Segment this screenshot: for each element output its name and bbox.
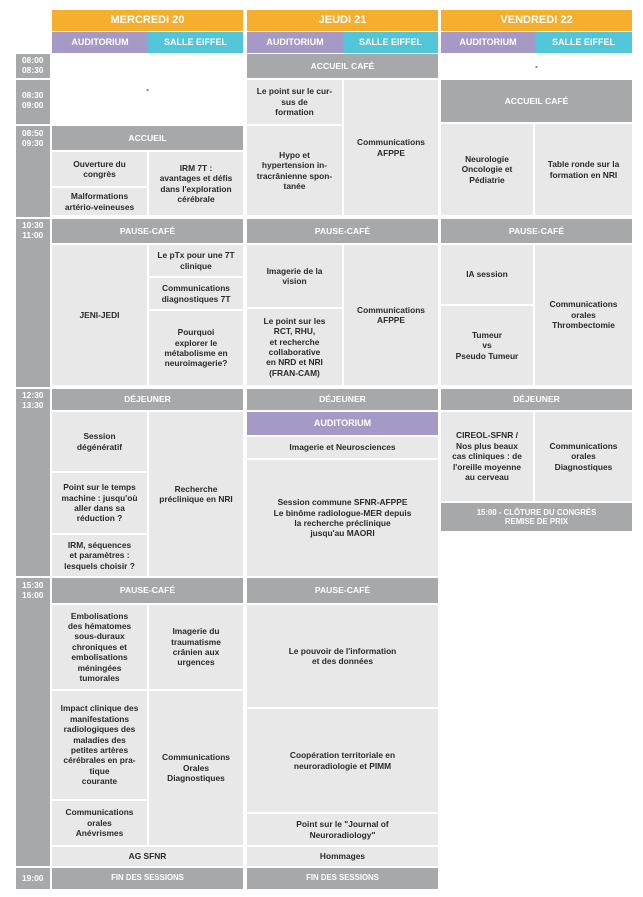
thu-session-commune: Session commune SFNR-AFPPE Le binôme radiologue-MER depuis la recherche préclinique jusqu'au MAORI xyxy=(247,460,438,576)
fri-table-ronde: Table ronde sur la formation en NRI xyxy=(535,124,632,215)
fri-tumeur: Tumeur vs Pseudo Tumeur xyxy=(441,306,533,385)
thu-cooperation: Coopération territoriale en neuroradiologie et PIMM xyxy=(247,709,438,812)
thu-accueil-cafe: ACCUEIL CAFÉ xyxy=(247,54,438,78)
time-1900: 19:00 xyxy=(16,868,50,889)
thu-journal: Point sur le "Journal of Neuroradiology" xyxy=(247,814,438,845)
thu-pouvoir-information: Le pouvoir de l'information et des données xyxy=(247,605,438,707)
wed-embolisations: Embolisations des hématomes sous-duraux chroniques et embolisations méningées tumorales xyxy=(52,605,147,689)
wed-comm-7t: Communications diagnostiques 7T xyxy=(149,278,243,309)
wed-malformations: Malformations artério-veineuses xyxy=(52,188,147,215)
day-header-friday: VENDREDI 22 xyxy=(441,10,632,31)
wed-impact-clinique: Impact clinique des manifestations radiologiques des maladies des petites artères cérébrales en pra- tique courante xyxy=(52,691,147,799)
wed-anevrismes: Communications orales Anévrismes xyxy=(52,801,147,845)
time-1530: 15:30 16:00 xyxy=(16,578,50,603)
room-auditorium-thu: AUDITORIUM xyxy=(247,32,343,53)
time-1230: 12:30 13:30 xyxy=(16,389,50,413)
time-column xyxy=(16,54,50,889)
fri-accueil-cafe: ACCUEIL CAFÉ xyxy=(441,80,632,122)
thu-vision: Imagerie de la vision xyxy=(247,245,342,307)
wed-recherche-preclinique: Recherche préclinique en NRI xyxy=(149,412,243,576)
room-auditorium-fri: AUDITORIUM xyxy=(441,32,535,53)
wed-accueil: ACCUEIL xyxy=(52,126,243,150)
room-eiffel-wed: SALLE EIFFEL xyxy=(148,32,243,53)
thu-auditorium-label: AUDITORIUM xyxy=(247,412,438,435)
thu-hypo-hypertension: Hypo et hypertension in- tracrânienne spon- tanée xyxy=(247,126,342,215)
wed-comm-orales-diag: Communications Orales Diagnostiques xyxy=(149,691,243,845)
time-1030: 10:30 11:00 xyxy=(16,219,50,243)
wed-ouverture: Ouverture du congrès xyxy=(52,152,147,186)
wed-jeni-jedi: JENI-JEDI xyxy=(52,245,147,385)
wed-irm-sequences: IRM, séquences et paramètres : lesquels choisir ? xyxy=(52,535,147,576)
room-eiffel-fri: SALLE EIFFEL xyxy=(535,32,632,53)
thu-pause-1: PAUSE-CAFÉ xyxy=(247,219,438,243)
thu-dejeuner: DÉJEUNER xyxy=(247,389,438,410)
wed-irm7t: IRM 7T : avantages et défis dans l'exploration cérébrale xyxy=(149,152,243,215)
thu-neurosciences: Imagerie et Neurosciences xyxy=(247,437,438,458)
thu-comm-afppe-2: Communications AFPPE xyxy=(344,245,438,385)
fri-dejeuner: DÉJEUNER xyxy=(441,389,632,410)
thu-rct: Le point sur les RCT, RHU, et recherche collaborative en NRD et NRI (FRAN-CAM) xyxy=(247,309,342,385)
fri-comm-diagnostiques: Communications orales Diagnostiques xyxy=(535,412,632,501)
wed-temps-machine: Point sur le temps machine : jusqu'où aller dans sa réduction ? xyxy=(52,473,147,533)
fri-empty-slot: - xyxy=(441,54,632,78)
thu-comm-afppe-1: Communications AFPPE xyxy=(344,80,438,215)
wed-session-degeneratif: Session dégénératif xyxy=(52,412,147,471)
fri-cireol: CIREOL-SFNR / Nos plus beaux cas cliniques : de l'oreille moyenne au cerveau xyxy=(441,412,533,501)
wed-pause-2: PAUSE-CAFÉ xyxy=(52,578,243,603)
thu-fin-sessions: FIN DES SESSIONS xyxy=(247,868,438,889)
time-0850: 08:50 09:30 xyxy=(16,126,50,152)
day-header-thursday: JEUDI 21 xyxy=(247,10,438,31)
fri-pause-1: PAUSE-CAFÉ xyxy=(441,219,632,243)
fri-thrombectomie: Communications orales Thrombectomie xyxy=(535,245,632,385)
thu-cursus: Le point sur le cur- sus de formation xyxy=(247,80,342,124)
wed-pourquoi: Pourquoi explorer le métabolisme en neuroimagerie? xyxy=(149,311,243,385)
fri-cloture: 15:00 - CLÔTURE DU CONGRÈS REMISE DE PRIX xyxy=(441,503,632,531)
wed-dejeuner: DÉJEUNER xyxy=(52,389,243,410)
wed-empty-slot: - xyxy=(52,54,243,124)
day-header-wednesday: MERCREDI 20 xyxy=(52,10,243,31)
time-0830: 08:30 09:00 xyxy=(16,86,50,116)
room-auditorium-wed: AUDITORIUM xyxy=(52,32,148,53)
fri-ia-session: IA session xyxy=(441,245,533,304)
wed-pause-1: PAUSE-CAFÉ xyxy=(52,219,243,243)
room-eiffel-thu: SALLE EIFFEL xyxy=(343,32,438,53)
thu-pause-2: PAUSE-CAFÉ xyxy=(247,578,438,603)
wed-imagerie-trauma: Imagerie du traumatisme crânien aux urgences xyxy=(149,605,243,689)
fri-neurologie: Neurologie Oncologie et Pédiatrie xyxy=(441,124,533,215)
wed-ag-sfnr: AG SFNR xyxy=(52,847,243,866)
thu-hommages: Hommages xyxy=(247,847,438,866)
time-0800: 08:00 08:30 xyxy=(16,54,50,78)
wed-ptx: Le pTx pour une 7T clinique xyxy=(149,245,243,276)
wed-fin-sessions: FIN DES SESSIONS xyxy=(52,868,243,889)
